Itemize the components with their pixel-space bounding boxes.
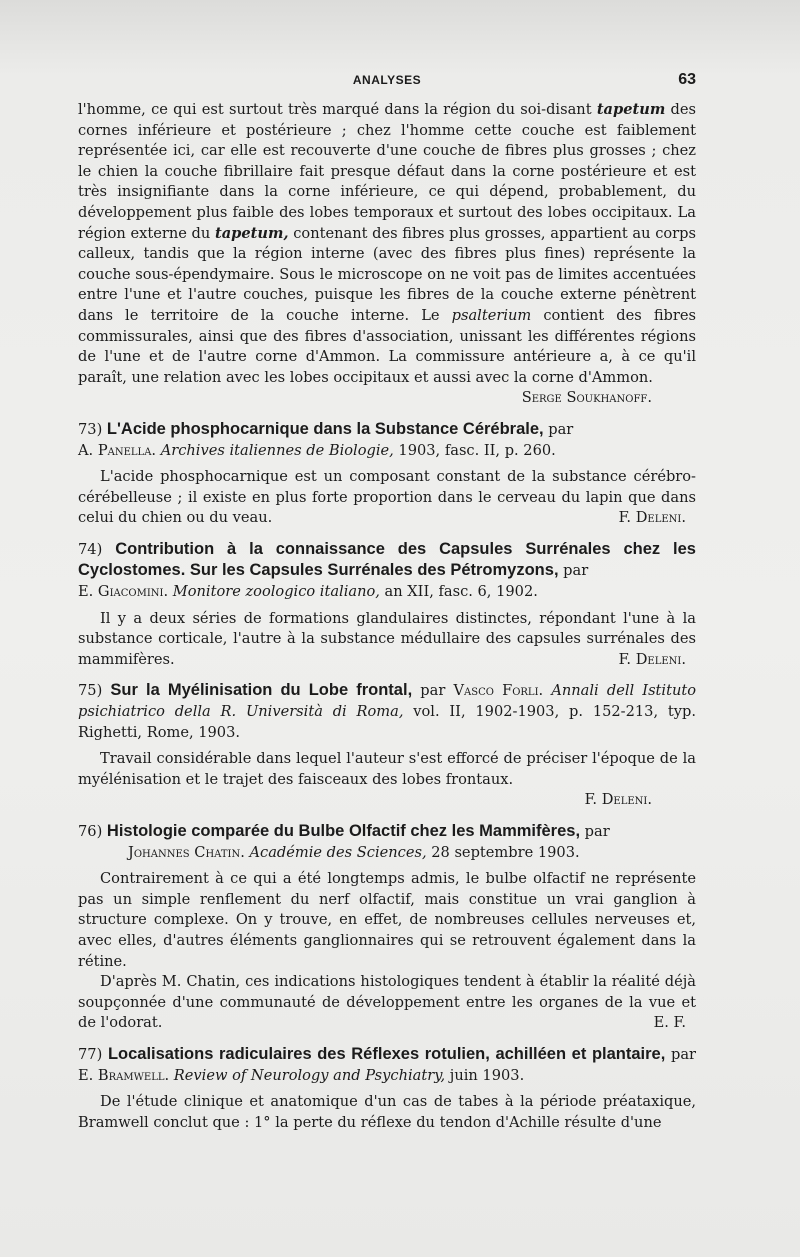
text-run: l'homme, ce qui est surtout très marqué dans la région du soi-disant — [78, 101, 597, 118]
article-body: Travail considérable dans lequel l'auteur s'est efforcé de préciser l'époque de la myélénisation et le trajet des faisceaux des lobes frontaux. — [78, 750, 696, 788]
article-number: 73) — [78, 420, 103, 438]
article-author: E. Bramwell. — [78, 1066, 170, 1084]
text-run: par — [665, 1045, 696, 1063]
text-run: L'acide phosphocarnique est un composant constant de la substance cérébro-cérébelleuse ; il existe en plus forte proportion dans le cerveau du lapin que dans celui du chien ou du veau. — [78, 468, 696, 527]
article-title: Sur la Myélinisation du Lobe frontal, — [110, 681, 413, 700]
article-heading — [78, 821, 696, 863]
article-title: Contribution à la connaissance des Capsules Surrénales chez les Cyclostomes. Sur les Capsules Surrénales des Pétromyzons, — [78, 539, 696, 580]
article-ref: 28 septembre 1903. — [426, 843, 580, 861]
signature: E. F. — [653, 1014, 686, 1032]
running-title: ANALYSES — [352, 73, 422, 87]
article-ref: an XII, fasc. 6, 1902. — [379, 583, 538, 601]
article-title: Localisations radiculaires des Réflexes rotulien, achilléen et plantaire, — [107, 1044, 666, 1063]
article-75 — [78, 680, 696, 811]
article-journal: Monitore zoologico italiano, — [172, 583, 380, 601]
article-journal: Review of Neurology and Psychiatry, — [173, 1066, 446, 1084]
text-run: par — [543, 420, 574, 438]
article-ref: juin 1903. — [445, 1066, 525, 1084]
text-run: contient des fibres commissurales, ainsi que des fibres d'association, unissant les différentes régions de l'une et de l'autre corne d'Ammon. La commissure antérieure a, à ce qu'il paraît, une relation avec les lobes occipitaux et aussi avec la corne d'Ammon. — [78, 306, 697, 386]
article-heading — [78, 419, 696, 461]
article-body — [78, 467, 696, 529]
page-header — [78, 73, 696, 95]
article-body: Contrairement à ce qui a été longtemps admis, le bulbe olfactif ne représente pas un simple renflement du nerf olfactif, mais constitue un vrai ganglion à structure complexe. On y trouve, en effet, de nombreuses cellules nerveuses et, avec elles, d'autres éléments ganglionnaires qui se retrouvent également dans la rétine. — [78, 870, 696, 970]
article-number: 76) — [78, 823, 103, 840]
article-author: Vasco Forli. — [453, 682, 544, 700]
term-psalterium: psalterium — [451, 306, 532, 324]
article-heading — [78, 539, 696, 603]
text-run: Il y a deux séries de formations glandulaires distinctes, répondant l'une à la substance corticale, l'autre à la substance médullaire des capsules surrénales des mammifères. — [78, 609, 696, 668]
article-ref: vol. II, 1902-1903, p. 152-213, typ. Righetti, Rome, 1903. — [78, 703, 696, 741]
article-journal: Archives italiennes de Biologie, — [160, 441, 394, 459]
article-title: L'Acide phosphocarnique dans la Substance Cérébrale, — [106, 419, 544, 438]
text-run: par — [558, 562, 589, 580]
article-77 — [78, 1044, 696, 1133]
article-body: De l'étude clinique et anatomique d'un cas de tabes à la période préataxique, Bramwell conclut que : 1° la perte du réflexe du tendon d'Achille résulte d'une — [78, 1093, 696, 1131]
text-run: D'après M. Chatin, ces indications histologiques tendent à établir la réalité déjà soupçonnée d'une communauté de développement entre les organes de la vue et de l'odorat. — [78, 973, 696, 1032]
article-76 — [78, 821, 696, 1034]
page-content — [78, 100, 696, 1133]
article-author: Johannes Chatin. — [128, 843, 245, 861]
page-number: 63 — [678, 71, 696, 88]
article-ref: 1903, fasc. II, p. 260. — [393, 441, 556, 459]
signature: F. Deleni. — [618, 650, 686, 668]
article-journal: Académie des Sciences, — [249, 843, 427, 861]
term-tapetum: tapetum — [596, 101, 666, 118]
text-run: contenant des fibres plus grosses, appartient au corps calleux, tandis que la région interne (avec des fibres plus fines) représente la couche sous-épendymaire. Sous le microscope on ne voit pas de limites accentuées entre l'une et l'autre couches, puisque les fibres de la couche externe pénètrent dans le territoire de la couche interne. Le — [78, 224, 696, 324]
signature: Serge Soukhanoff. — [521, 389, 652, 407]
text-run: par — [580, 823, 610, 840]
article-body — [78, 972, 696, 1034]
text-run: des cornes inférieure et postérieure ; chez l'homme cette couche est faiblement représentée ici, car elle est recouverte d'une couche de fibres plus grosses ; chez le chien la couche fibrillaire fait presque défaut dans la corne postérieure et est très insignifiante dans la corne inférieure, ce qui dépend, probablement, du développement plus faible des lobes temporaux et surtout des lobes occipitaux. La région externe du — [78, 101, 697, 242]
text-run: par — [412, 682, 454, 700]
article-number: 77) — [78, 1045, 103, 1063]
article-author: A. Panella. — [78, 441, 157, 459]
article-74 — [78, 539, 696, 671]
signature: F. Deleni. — [618, 509, 686, 527]
article-73 — [78, 419, 696, 529]
article-journal: Annali dell Istituto psichiatrico della R. Università di Roma, — [78, 682, 697, 721]
article-title: Histologie comparée du Bulbe Olfactif chez les Mammifères, — [106, 822, 581, 840]
article-number: 75) — [78, 682, 103, 700]
article-number: 74) — [78, 540, 103, 558]
article-heading — [78, 680, 696, 743]
term-tapetum: tapetum, — [214, 224, 289, 242]
article-author: E. Giacomini. — [78, 583, 169, 601]
signature: F. Deleni. — [584, 791, 652, 809]
article-heading — [78, 1044, 696, 1086]
article-body — [78, 609, 696, 671]
continuation-paragraph — [78, 100, 696, 388]
